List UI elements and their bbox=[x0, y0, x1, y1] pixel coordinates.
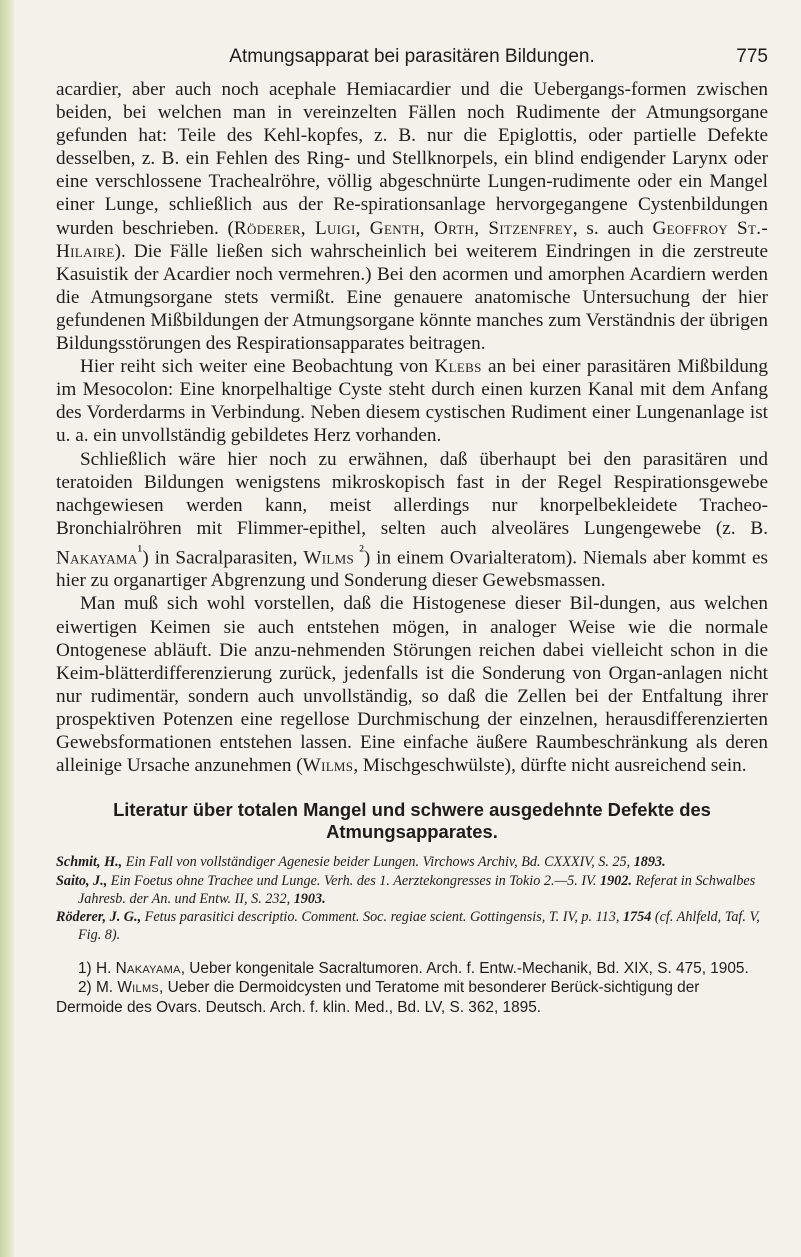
book-page bbox=[56, 38, 768, 1017]
literature-heading-line: Atmungsapparates. bbox=[326, 821, 498, 843]
footnote bbox=[56, 959, 768, 978]
text-run: an bei einer parasitären Mißbildung im Mesocolon: Eine knorpelhaltige Cyste steht durch einen kurzen Kanal mit dem Anfang des Vorderdarms in Verbindung. Neben diesem cystischen Rudiment einer Lungenanlage ist u. a. ein unvollständig gebildetes Herz vorhanden. bbox=[56, 356, 768, 447]
text-run: Klebs bbox=[434, 356, 482, 378]
text-run: ) in einem Ovarialteratom). Niemals aber kommt es hier zu organartiger Abgrenzung und Sonderung dieser Gewebsmassen. bbox=[56, 547, 768, 592]
text-run: 1903. bbox=[293, 890, 326, 907]
reference-entry bbox=[56, 872, 768, 909]
page-number: 775 bbox=[736, 46, 768, 67]
text-run: Saito, J., bbox=[56, 872, 108, 889]
text-run: 1754 bbox=[622, 909, 652, 926]
body-text bbox=[56, 78, 768, 777]
text-run: ). Die Fälle ließen sich wahrscheinlich bei weiterem Eindringen in die zerstreute Kasuistik der Acardier noch vermehren.) Bei den acormen und amorphen Acardiern werden die Atmungsorgane stets vermißt. Eine genauere anatomische Untersuchung der hier gefundenen Mißbildungen der Atmungsorgane könnte manches zum Verständnis der übrigen Bildungsstörungen des Respirationsapparates beitragen. bbox=[56, 240, 768, 355]
text-run: Röderer, Luigi, Genth, Orth, Sitzenfrey bbox=[233, 217, 573, 239]
paragraph bbox=[56, 355, 768, 447]
text-run: 2) M. bbox=[78, 979, 118, 997]
paragraph bbox=[56, 448, 768, 593]
text-run: 1893. bbox=[633, 854, 666, 871]
text-run: Wilms bbox=[303, 547, 354, 569]
paragraph bbox=[56, 78, 768, 355]
text-run: Wilms bbox=[117, 979, 160, 997]
text-run: Man muß sich wohl vorstellen, daß die Histogenese dieser Bil-dungen, aus welchen eiwertigen Keimen sie auch entstehen mögen, in analoger Weise wie die normale Ontogenese abläuft. Die anzu-nehmenden Störungen reichen dabei vielleicht schon in die Keim-blätterdifferenzierung zurück, jedenfalls ist die Sonderung von Organ-anlagen nicht nur rudimentär, sondern auch unvollständig, so daß die Zellen bei der Entfaltung ihrer prospektiven Potenzen eine regellose Durchmischung der einzelnen, herausdifferenzierten Gewebsformationen entstehen lassen. Eine einfache äußere Raumbeschränkung als deren alleinige Ursache anzunehmen ( bbox=[56, 593, 768, 777]
text-run: Hier reiht sich weiter eine Beobachtung von bbox=[80, 356, 435, 378]
text-run: , Ueber kongenitale Sacraltumoren. Arch. f. Entw.-Mechanik, Bd. XIX, S. 475, 1905. bbox=[180, 959, 749, 977]
text-run: , Ueber die Dermoidcysten und Teratome mit besonderer Berück-sichtigung der Dermoide des Ovars. Deutsch. Arch. f. klin. Med., Bd. LV, S. 362, 1895. bbox=[56, 979, 700, 1016]
literature-heading bbox=[56, 799, 768, 843]
book-spine-edge bbox=[0, 0, 14, 1257]
text-run: Nakayama bbox=[56, 547, 138, 569]
running-title: Atmungsapparat bei parasitären Bildungen. bbox=[229, 46, 595, 67]
text-run: ) in Sacralparasiten, bbox=[142, 547, 304, 569]
text-run: ¹ bbox=[137, 542, 143, 560]
text-run: Fetus parasitici descriptio. Comment. Soc. regiae scient. Gottingensis, T. IV, p. 113, bbox=[141, 909, 623, 926]
text-run: (cf. Ahlfeld, Taf. V, Fig. 8). bbox=[78, 909, 760, 944]
text-run: Nakayama bbox=[115, 959, 181, 977]
text-run: , Mischgeschwülste), dürfte nicht ausreichend sein. bbox=[353, 755, 747, 777]
footnote bbox=[56, 978, 768, 1017]
reference-list bbox=[56, 853, 768, 944]
text-run: Ein Fall von vollständiger Agenesie beider Lungen. Virchows Archiv, Bd. CXXXIV, S. 25, bbox=[122, 854, 634, 871]
text-run: Schließlich wäre hier noch zu erwähnen, daß überhaupt bei den parasitären und teratoiden Bildungen wenigstens mikroskopisch fast in der Regel Respirationsgewebe nachgewiesen werden kann, meist allerdings nur knorpelbekleidete Tracheo-Bronchialröhren mit Flimmer-epithel, selten auch alveoläres Lungengewebe (z. B. bbox=[56, 448, 768, 539]
text-run: ² bbox=[353, 542, 364, 560]
text-run: Geoffroy St.-Hilaire bbox=[56, 217, 769, 262]
text-run: Schmit, H., bbox=[56, 854, 123, 871]
reference-entry bbox=[56, 908, 768, 945]
text-run: , s. auch bbox=[572, 217, 653, 239]
footnotes bbox=[56, 959, 768, 1017]
text-run: acardier, aber auch noch acephale Hemiacardier und die Uebergangs-formen zwischen beiden, bei welchen man in vereinzelten Fällen noch Rudimente der Atmungsorgane gefunden hat: Teile des Kehl-kopfes, z. B. nur die Epiglottis, oder partielle Defekte desselben, z. B. ein Fehlen des Ring- und Stellknorpels, ein blind endigender Larynx oder eine verschlossene Trachealröhre, völlig abgeschnürte Lungen-rudimente oder ein Mangel einer Lunge, schließlich aus der Re-spirationsanlage hervorgegangene Cystenbildungen wurden beschrieben. ( bbox=[56, 79, 768, 239]
text-run: 1902. bbox=[599, 872, 632, 889]
reference-entry bbox=[56, 853, 768, 871]
text-run: Ein Foetus ohne Trachee und Lunge. Verh. des 1. Aerztekongresses in Tokio 2.—5. IV. bbox=[107, 872, 600, 889]
text-run: 1) H. bbox=[78, 959, 116, 977]
literature-heading-line: Literatur über totalen Mangel und schwere ausgedehnte Defekte des bbox=[113, 799, 711, 821]
text-run: Wilms bbox=[302, 755, 354, 777]
running-head bbox=[56, 38, 768, 72]
text-run: Referat in Schwalbes Jahresb. der An. und Entw. II, S. 232, bbox=[78, 872, 756, 907]
text-run: Röderer, J. G., bbox=[56, 909, 142, 926]
paragraph bbox=[56, 592, 768, 777]
